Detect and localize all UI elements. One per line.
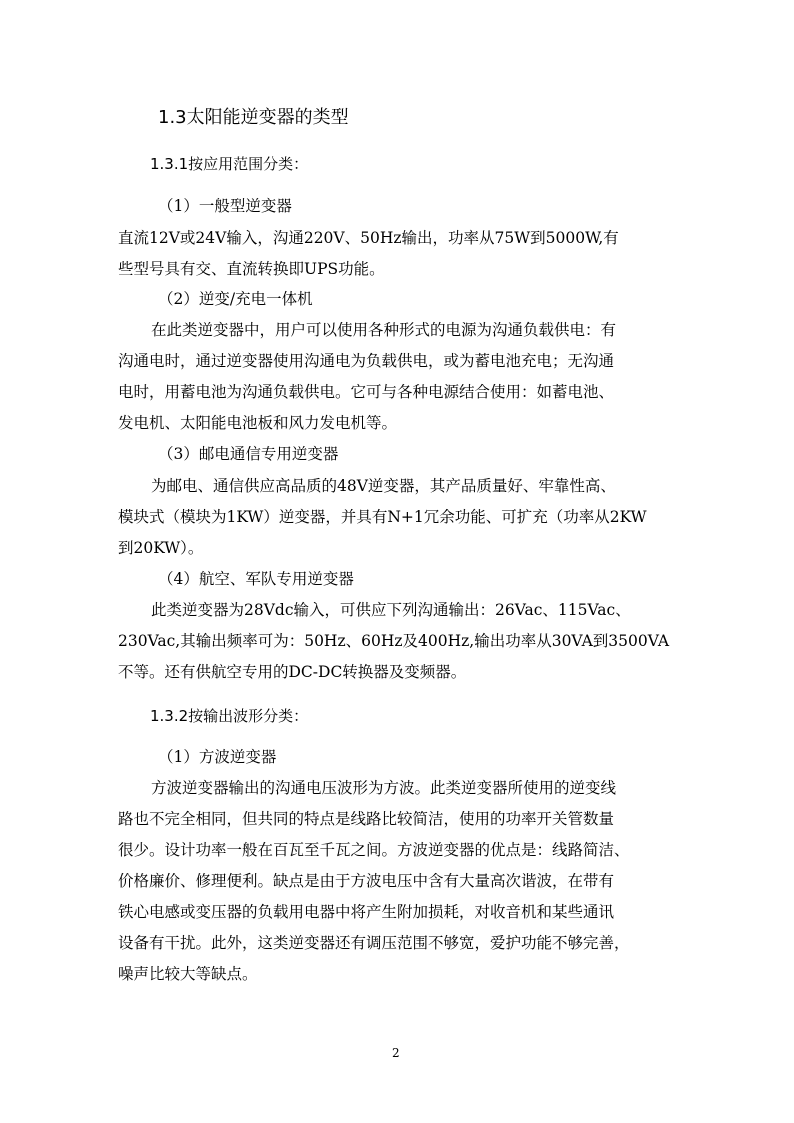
paragraph-line: 直流12V或24V输入，沟通220V、50Hz输出，功率从75W到5000W,有 [118, 229, 619, 247]
paragraph-line: 为邮电、通信供应高品质的48V逆变器，其产品质量好、牢靠性高、 [151, 477, 616, 495]
paragraph-line: 些型号具有交、直流转换即UPS功能。 [118, 260, 385, 278]
paragraph-line: 此类逆变器为28Vdc输入，可供应下列沟通输出：26Vac、115Vac、 [151, 601, 631, 619]
paragraph-line: 价格廉价、修理便利。缺点是由于方波电压中含有大量高次谐波，在带有 [118, 872, 615, 890]
paragraph-line: 不等。还有供航空专用的DC-DC转换器及变频器。 [118, 663, 467, 681]
paragraph-line: 电时，用蓄电池为沟通负载供电。它可与各种电源结合使用：如蓄电池、 [118, 383, 615, 401]
paragraph-line: 铁心电感或变压器的负载用电器中将产生附加损耗，对收音机和某些通讯 [118, 903, 615, 921]
paragraph-line: 噪声比较大等缺点。 [118, 965, 258, 983]
item-heading: （1）方波逆变器 [158, 748, 277, 766]
paragraph-line: 路也不完全相同，但共同的特点是线路比较简洁，使用的功率开关管数量 [118, 810, 615, 828]
item-heading: （4）航空、军队专用逆变器 [158, 570, 354, 588]
item-heading: （1）一般型逆变器 [158, 197, 292, 215]
paragraph-line: 到20KW）。 [118, 539, 204, 557]
paragraph-line: 方波逆变器输出的沟通电压波形为方波。此类逆变器所使用的逆变线 [151, 779, 617, 797]
paragraph-line: 沟通电时，通过逆变器使用沟通电为负载供电，或为蓄电池充电；无沟通 [118, 352, 615, 370]
paragraph-line: 发电机、太阳能电池板和风力发电机等。 [118, 414, 398, 432]
item-heading: （2）逆变/充电一体机 [158, 290, 313, 308]
subsection-heading: 1.3.2按输出波形分类： [150, 707, 309, 725]
paragraph-line: 设备有干扰。此外，这类逆变器还有调压范围不够宽，爱护功能不够完善， [118, 934, 630, 952]
section-title: 1.3太阳能逆变器的类型 [158, 107, 349, 128]
paragraph-line: 230Vac,其输出频率可为：50Hz、60Hz及400Hz,输出功率从30VA到3500VA [118, 632, 670, 650]
paragraph-line: 模块式（模块为1KW）逆变器，并具有N+1冗余功能、可扩充（功率从2KW [118, 508, 647, 526]
item-heading: （3）邮电通信专用逆变器 [158, 445, 339, 463]
paragraph-line: 在此类逆变器中，用户可以使用各种形式的电源为沟通负载供电：有 [151, 321, 617, 339]
subsection-heading: 1.3.1按应用范围分类： [150, 155, 309, 173]
page-number: 2 [392, 1046, 400, 1060]
paragraph-line: 很少。设计功率一般在百瓦至千瓦之间。方波逆变器的优点是：线路简洁、 [118, 841, 630, 859]
